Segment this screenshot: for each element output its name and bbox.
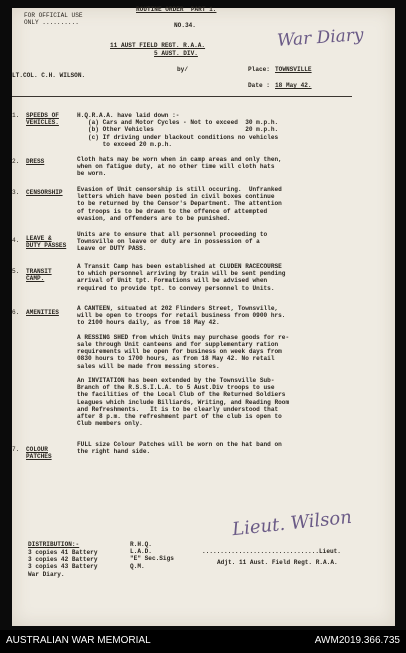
section-number: 3. — [12, 189, 20, 196]
war-diary-stamp: War Diary — [276, 25, 365, 51]
section-number: 5. — [12, 268, 20, 275]
place-label: Place: — [248, 66, 270, 73]
section-number: 6. — [12, 309, 20, 316]
archive-footer — [0, 630, 406, 653]
section-number: 7. — [12, 446, 20, 453]
commander-name: LT.COL. C.H. WILSON. — [12, 72, 86, 79]
section-body-speeds: H.Q.R.A.A. have laid down :- (a) Cars and Motor Cycles - Not to exceed 30 m.p.h. (b) Other Vehicles 20 m.p.h. (c) If driving under blackout conditions no vehicles to exceed 20 m.p.h. — [77, 112, 279, 148]
section-body-transit: A Transit Camp has been established at CLUDEN RACECOURSE to which personnel arriving by train will be sent pending arrival of Unit tpt. Formations will be advised when required to provide tpt. to convey personnel to Units. — [77, 263, 286, 292]
section-body-colour-patches: FULL size Colour Patches will be worn on the hat band on the right hand side. — [77, 441, 282, 456]
section-title-censorship: CENSORSHIP — [26, 189, 63, 196]
footer-institution: AUSTRALIAN WAR MEMORIAL — [6, 635, 151, 646]
section-number: 4. — [12, 237, 20, 244]
official-use-label: FOR OFFICIAL USE ONLY .......... — [24, 12, 83, 27]
section-title-dress: DRESS — [26, 158, 45, 165]
signature-line: ................................Lieut. — [202, 548, 341, 555]
footer-accession-number: AWM2019.366.735 — [314, 635, 400, 646]
header-divider — [12, 96, 352, 97]
unit-name: 11 AUST FIELD REGT. R.A.A. — [110, 42, 206, 49]
date-value: 18 May 42. — [275, 82, 312, 89]
section-number: 1. — [12, 112, 20, 119]
section-body-dress: Cloth hats may be worn when in camp areas and only then, when on fatigue duty, at no other time will cloth hats be worn. — [77, 156, 282, 178]
order-number: NO.34. — [174, 22, 196, 29]
section-title-amenities: AMENITIES — [26, 309, 59, 316]
handwritten-signature: Lieut. Wilson — [231, 506, 353, 541]
section-title-transit: TRANSIT CAMP. — [26, 268, 52, 283]
by-label: by/ — [177, 66, 188, 73]
distribution-list-left: 3 copies 41 Battery 3 copies 42 Battery 3 copies 43 Battery War Diary. — [28, 549, 98, 578]
section-body-leave: Units are to ensure that all personnel proceeding to Townsville on leave or duty are in possession of a Leave or DUTY PASS. — [77, 231, 268, 253]
distribution-list-right: R.H.Q. L.A.D. "E" Sec.Sigs Q.M. — [130, 541, 174, 570]
section-number: 2. — [12, 158, 20, 165]
section-title-colour-patches: COLOUR PATCHES — [26, 446, 52, 461]
signature-title: Adjt. 11 Aust. Field Regt. R.A.A. — [217, 559, 338, 566]
date-label: Date : — [248, 82, 270, 89]
section-body-amenities: A CANTEEN, situated at 202 Flinders Street, Townsville, will be open to troops for retail business from 0900 hrs. to 2100 hours daily, as from 18 May 42. A RESSING SHED from which Units may purchase goods for re- sale through Unit canteens and for supplementary ration requirements will be open for business on week days from 0830 hours to 1700 hours, as from 18 May 42. No retail sales will be made from messing stores. An INVITATION has been extended by the Townsville Sub- Branch of the R.S.S.I.L.A. to 5 Aust.Div troops to use the facilities of the Local Club of the Returned Soldiers Leagues which include Billiards, Writing, and Reading Room and Refreshments. It is to be clearly understood that after 8 p.m. the refreshment part of the club is open to Club members only. — [77, 305, 290, 428]
distribution-heading: DISTRIBUTION:- — [28, 541, 80, 548]
division-name: 5 AUST. DIV. — [154, 50, 198, 57]
section-body-censorship: Evasion of Unit censorship is still occuring. Unfranked letters which have been posted in civil boxes continue to be returned by the Censor's Department. The attention of troops is to be drawn to the offence of attempted evasion, and offenders are to be punished. — [77, 186, 282, 222]
routine-order-heading: ROUTINE ORDER PART 1. — [136, 6, 217, 13]
place-value: TOWNSVILLE — [275, 66, 312, 73]
section-title-leave: LEAVE & DUTY PASSES — [26, 235, 67, 250]
section-title-speeds: SPEEDS OF VEHICLES. — [26, 112, 59, 127]
document-page — [12, 8, 395, 626]
